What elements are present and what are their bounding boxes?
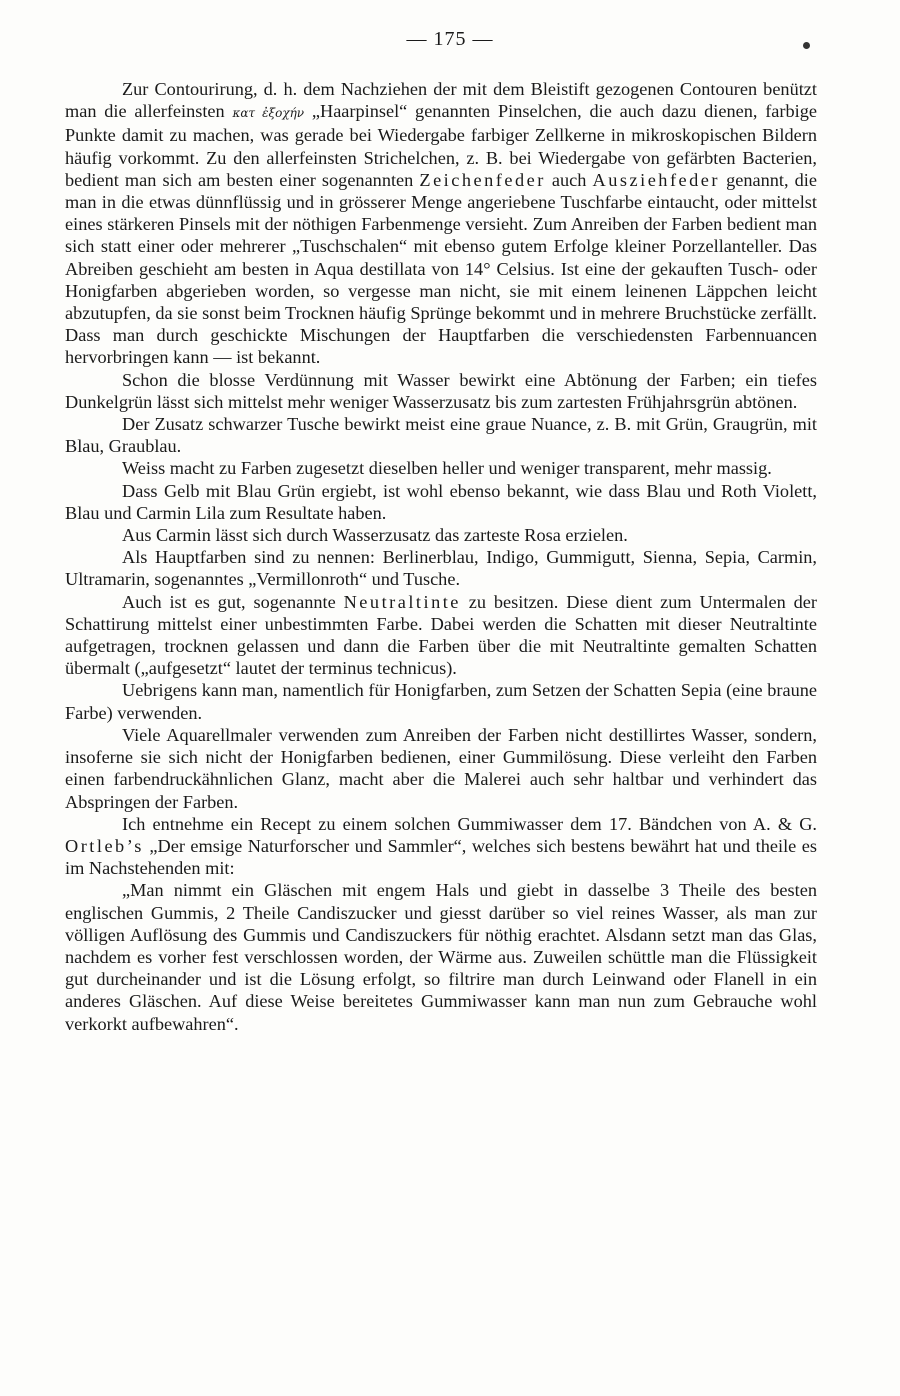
paragraph-mixing: Dass Gelb mit Blau Grün ergiebt, ist wohl ebenso bekannt, wie dass Blau und Roth Violett, Blau und Carmin Lila zum Resultate haben. <box>65 480 817 523</box>
paragraph-main-colors: Als Hauptfarben sind zu nennen: Berlinerblau, Indigo, Gummigutt, Sienna, Sepia, Carmin, Ultramarin, sogenanntes „Vermillonroth“ und Tusche. <box>65 547 817 590</box>
term-zeichenfeder: Zeichenfeder <box>419 169 546 190</box>
paragraph-recipe-quote: „Man nimmt ein Gläschen mit engem Hals und giebt in dasselbe 3 Theile des besten englischen Gummis, 2 Theile Candiszucker und giesst darüber so viel reines Wasser, als man zur völligen Auflösung des Gummis und Candiszuckers für nöthig erachtet. Alsdann setzt man das Glas, nachdem es vorher fest verschlossen worden, der Wärme aus. Zuweilen schüttle man die Flüssigkeit gut durcheinander und ist die Lösung erfolgt, so filtrire man durch Leinwand oder Flanell in ein anderes Gläschen. Auf diese Weise bereitetes Gummiwasser kann man nun zum Gebrauche wohl verkorkt aufbewahren“. <box>65 880 817 1034</box>
page-body <box>65 78 817 1035</box>
paragraph-neutral-tint: Auch ist es gut, sogenannte Neutraltinte zu besitzen. Diese dient zum Untermalen der Schattirung mittelst einer unbestimmten Farbe. Dabei werden die Schatten mit dieser Neutraltinte aufgetragen, trocknen gelassen und dann die Farben über die mit Neutraltinte gemalten Schatten übermalt („aufgesetzt“ lautet der terminus technicus). <box>65 591 817 679</box>
author-name: Ortleb’s <box>65 835 144 856</box>
paragraph-dilution: Schon die blosse Verdünnung mit Wasser bewirkt eine Abtönung der Farben; ein tiefes Dunkelgrün lässt sich mittelst mehr weniger Wasserzusatz bis zum zartesten Frühjahrsgrün abtönen. <box>65 369 817 412</box>
paragraph-gum-solution: Viele Aquarellmaler verwenden zum Anreiben der Farben nicht destillirtes Wasser, sondern, insoferne sie sich nicht der Honigfarben bedienen, einer Gummilösung. Diese verleiht den Farben einen farbendruckähnlichen Glanz, macht aber die Malerei auch sehr haltbar und verhindert das Abspringen der Farben. <box>65 724 817 812</box>
paragraph-carmine: Aus Carmin lässt sich durch Wasserzusatz das zarteste Rosa erzielen. <box>122 525 628 546</box>
paragraph-white: Weiss macht zu Farben zugesetzt dieselben heller und weniger transparent, mehr massig. <box>122 458 772 479</box>
term-ausziehfeder: Ausziehfeder <box>592 169 720 190</box>
page-number: — 175 — <box>406 28 494 50</box>
paragraph-black-ink: Der Zusatz schwarzer Tusche bewirkt meist eine graue Nuance, z. B. mit Grün, Graugrün, mit Blau, Graublau. <box>65 414 817 457</box>
term-neutraltinte: Neutraltinte <box>343 591 461 612</box>
paragraph-sepia: Uebrigens kann man, namentlich für Honigfarben, zum Setzen der Schatten Sepia (eine braune Farbe) verwenden. <box>65 680 817 723</box>
paragraph-contouring: Zur Contourirung, d. h. dem Nachziehen der mit dem Bleistift gezogenen Contouren benützt man die allerfeinsten κατ ἐξοχήν „Haarpinsel“ genannten Pinselchen, die auch dazu dienen, farbige Punkte damit zu machen, was gerade bei Wiedergabe farbiger Zellkerne in mikroskopischen Bildern häufig vorkommt. Zu den allerfeinsten Strichelchen, z. B. bei Wiedergabe von gefärbten Bacterien, bedient man sich am besten einer sogenannten Zeichenfeder auch Ausziehfeder genannt, die man in die etwas dünnflüssig und in grösserer Menge angeriebene Tuschfarbe eintaucht, oder mittelst eines stärkeren Pinsels mit der nöthigen Farbenmenge versieht. Zum Anreiben der Farben bedient man sich statt einer oder mehrerer „Tuschschalen“ mit ebenso gutem Erfolge kleiner Porzellanteller. Das Abreiben geschieht am besten in Aqua destillata von 14° Celsius. Ist eine der gekauften Tusch- oder Honigfarben abgerieben worden, so vergesse man nicht, sie mit einem leinenen Läppchen leicht abzutupfen, da sie sonst beim Trocknen häufig Sprünge bekommt und in mehrere Bruchstücke zerfällt. Dass man durch geschickte Mischungen der Hauptfarben die verschiedensten Farbennuancen hervorbringen kann — ist bekannt. <box>65 79 817 368</box>
greek-phrase: κατ ἐξοχήν <box>232 106 305 121</box>
ink-speck <box>803 42 810 49</box>
paragraph-recipe-source: Ich entnehme ein Recept zu einem solchen Gummiwasser dem 17. Bändchen von A. & G. Ortleb’s „Der emsige Naturforscher und Sammler“, welches sich bestens bewährt hat und theile es im Nachstehenden mit: <box>65 813 817 879</box>
